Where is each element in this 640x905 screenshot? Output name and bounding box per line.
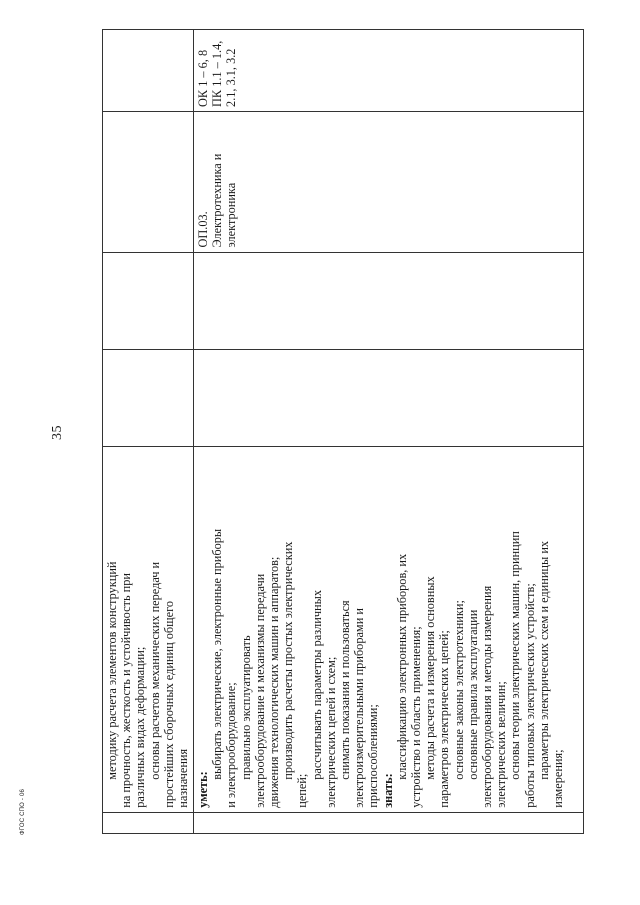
- requirement-line: основы теории электрических машин, принцип: [508, 531, 523, 780]
- discipline-cell: [194, 111, 584, 252]
- requirement-line: параметры электрических схем и единицы их: [536, 540, 551, 780]
- footer-code: ФГОС СПО - 06: [20, 788, 26, 835]
- requirement-line: классификацию электронных приборов, их: [394, 553, 409, 780]
- requirement-line: работы типовых электрических устройств;: [522, 583, 537, 808]
- requirement-line: основные правила эксплуатации: [465, 609, 480, 780]
- table-cell-empty: [103, 30, 194, 112]
- requirement-line: снимать показания и пользоваться: [338, 600, 353, 780]
- requirement-line: движения технологических машин и аппаратов;: [267, 556, 282, 808]
- discipline-name-line: электроника: [224, 182, 239, 248]
- requirement-line: приспособлениями;: [366, 704, 381, 808]
- competencies-cell: [194, 30, 584, 112]
- requirement-line: параметров электрических цепей;: [437, 630, 452, 808]
- competency-table: [102, 29, 584, 834]
- requirement-line: основные законы электротехники;: [451, 600, 466, 780]
- requirement-line: простейших сборочных единиц общего: [161, 601, 176, 808]
- competency-line: ОК 1 – 6, 8: [196, 49, 210, 107]
- requirement-line: на прочность, жесткость и устойчивость при: [119, 573, 134, 808]
- requirement-line: рассчитывать параметры различных: [309, 589, 324, 780]
- table-cell-empty: [103, 349, 194, 446]
- requirement-line: выбирать электрические, электронные приборы: [210, 528, 225, 780]
- discipline-name-line: Электротехника и: [210, 153, 225, 248]
- requirement-line: назначения: [176, 748, 191, 808]
- requirements-text-top: [105, 451, 190, 808]
- requirement-line: цепей;: [295, 773, 310, 808]
- requirement-line: измерения;: [551, 749, 566, 808]
- table-cell-empty: [194, 812, 584, 833]
- table-cell-empty: [194, 252, 584, 349]
- discipline-code: ОП.03.: [196, 211, 210, 248]
- section-heading: уметь:: [196, 771, 210, 808]
- requirement-line: электрических величин;: [494, 681, 509, 808]
- requirement-line: электроизмерительными приборами и: [352, 608, 367, 808]
- table-cell-empty: [103, 812, 194, 833]
- table-cell-empty: [103, 252, 194, 349]
- requirement-line: методы расчета и измерения основных: [423, 576, 438, 780]
- requirement-line: производить расчеты простых электрических: [281, 541, 296, 780]
- requirement-line: электрических цепей и схем;: [323, 656, 338, 808]
- table-row: [194, 30, 584, 834]
- requirements-cell: [194, 446, 584, 812]
- table-cell-empty: [103, 111, 194, 252]
- requirements-text: [196, 451, 565, 808]
- standard-table: [102, 29, 577, 834]
- requirement-line: правильно эксплуатировать: [238, 635, 253, 780]
- requirement-line: устройство и область применения;: [409, 626, 424, 808]
- competency-line: ПК 1.1 – 1.4,: [210, 40, 225, 107]
- requirement-line: методику расчета элементов конструкций: [105, 561, 119, 780]
- requirement-line: электрооборудование и механизмы передачи: [252, 573, 267, 808]
- page-number: 35: [50, 425, 65, 440]
- requirement-line: основы расчетов механических передач и: [147, 561, 162, 780]
- section-heading: знать:: [380, 773, 395, 808]
- table-cell-empty: [194, 349, 584, 446]
- requirement-line: и электрооборудование;: [224, 682, 239, 808]
- table-row: [103, 30, 194, 834]
- competency-line: 2.1, 3.1, 3.2: [224, 48, 239, 107]
- requirement-line: различных видах деформации;: [133, 646, 148, 808]
- requirement-line: электрооборудования и методы измерения: [480, 585, 495, 808]
- requirements-cell-top: [103, 446, 194, 812]
